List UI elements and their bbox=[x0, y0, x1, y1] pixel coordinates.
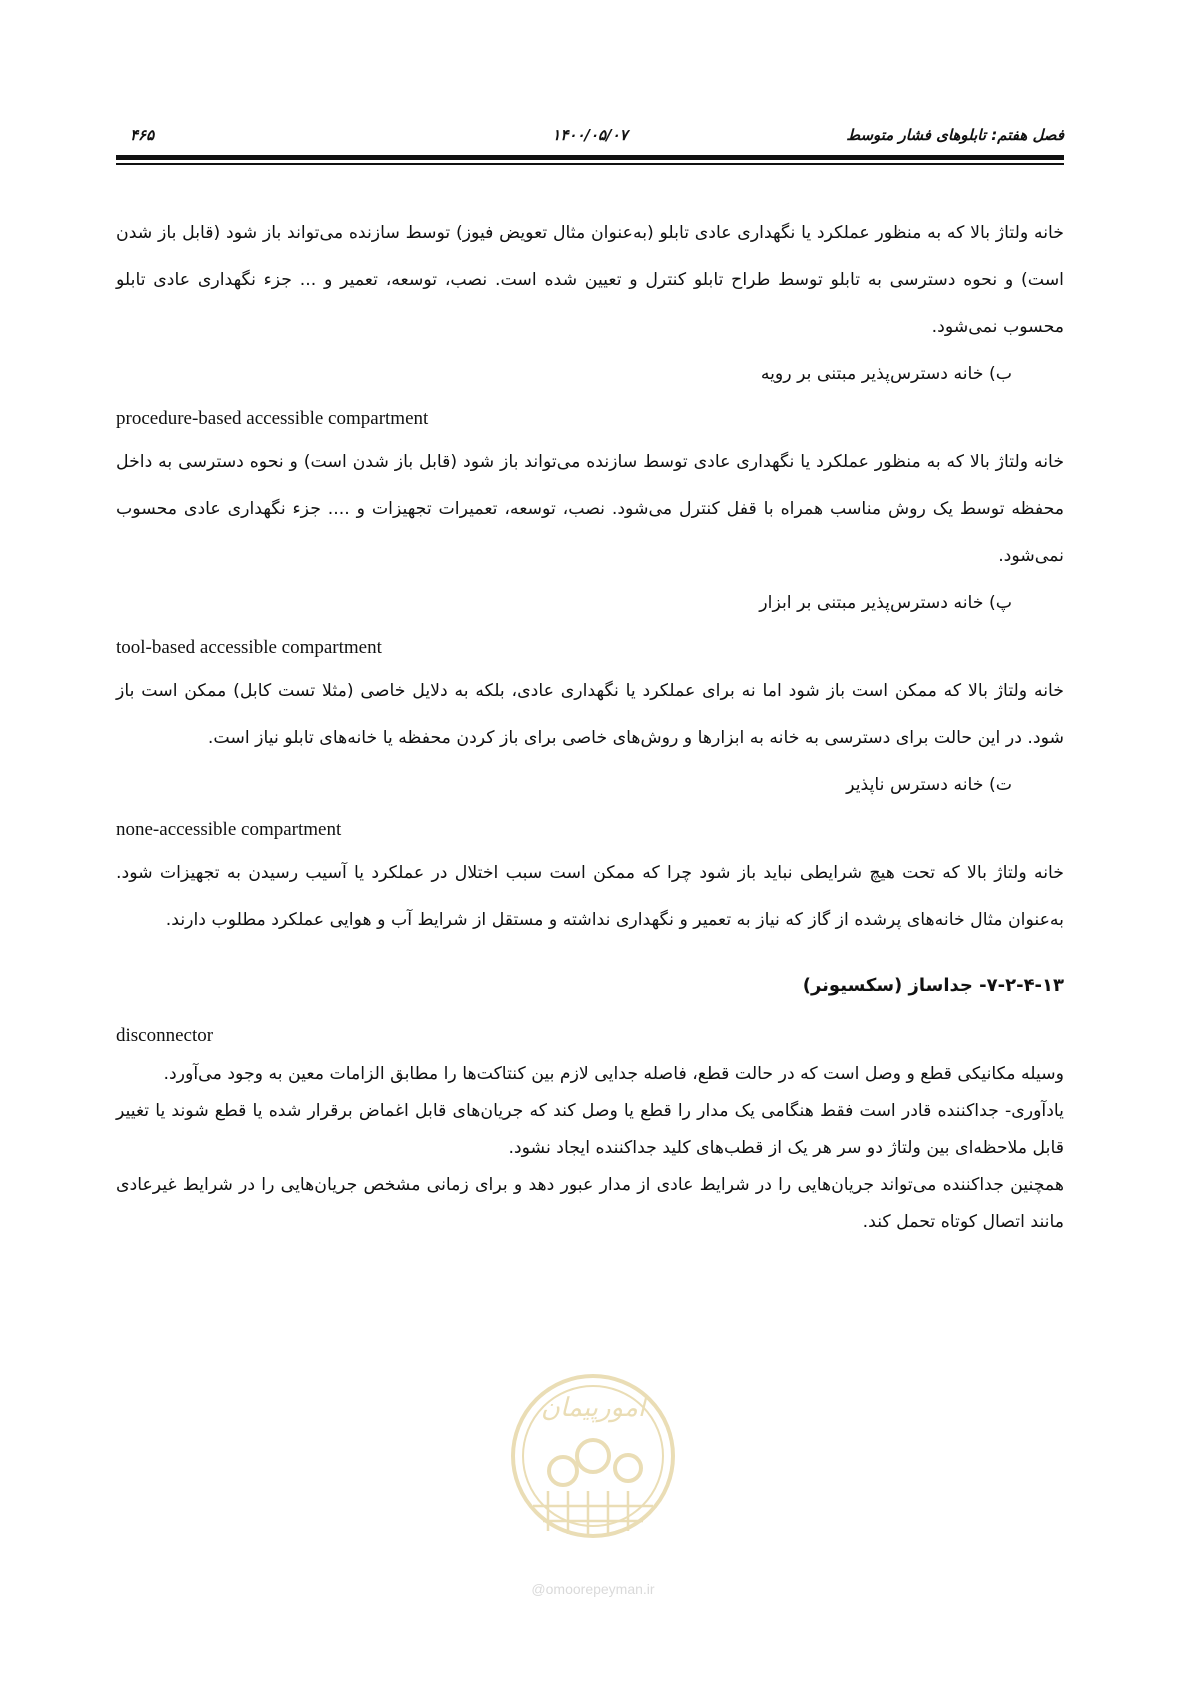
paragraph-7: همچنین جداکننده می‌تواند جریان‌هایی را در شرایط عادی از مدار عبور دهد و برای زمانی مشخص جریان‌هایی را در شرایط غیرعادی مانند اتصال کوتاه تحمل کند. bbox=[116, 1175, 1064, 1232]
chapter-title: فصل هفتم: تابلوهای فشار متوسط bbox=[846, 126, 1064, 144]
english-term-b: procedure-based accessible compartment bbox=[116, 408, 429, 429]
header-rule-thin bbox=[116, 163, 1064, 165]
paragraph-2: خانه ولتاژ بالا که به منظور عملکرد یا نگهداری عادی توسط سازنده می‌تواند باز شود (قابل باز شدن است) و نحوه دسترسی به داخل محفظه توسط یک روش مناسب همراه با قفل کنترل می‌شود. نصب، توسعه، تعمیرات تجهیزات و .... جزء نگهداری عادی محسوب نمی‌شود. bbox=[116, 452, 1064, 566]
paragraph-6: یادآوری- جداکننده قادر است فقط هنگامی یک مدار را قطع یا وصل کند که جریان‌های قابل اغماض برقرار شده یا قطع شوند یا تغییر قابل ملاحظه‌ای بین ولتاژ دو سر هر یک از قطب‌های کلید جداکننده ایجاد نشود. bbox=[116, 1101, 1064, 1158]
english-term-p: tool-based accessible compartment bbox=[116, 637, 382, 658]
section-heading: ۷-۲-۴-۱۳- جداساز (سکسیونر) bbox=[802, 975, 1064, 996]
paragraph-4: خانه ولتاژ بالا که تحت هیچ شرایطی نباید باز شود چرا که ممکن است سبب اختلال در عملکرد یا آسیب رسیدن به تجهیزات شود. به‌عنوان مثال خانه‌های پرشده از گاز که نیاز به تعمیر و نگهداری نداشته و مستقل از شرایط آب و هوایی عملکرد مطلوب دارند. bbox=[116, 863, 1064, 930]
watermark-seal-icon bbox=[488, 1356, 698, 1606]
english-term-t: none-accessible compartment bbox=[116, 819, 342, 840]
subheading-t: ت) خانه دسترس ناپذیر bbox=[846, 775, 1012, 795]
paragraph-5: وسیله مکانیکی قطع و وصل است که در حالت قطع، فاصله جدایی لازم بین کنتاکت‌ها را مطابق الزامات معین به وجود می‌آورد. bbox=[163, 1064, 1064, 1084]
watermark-logo bbox=[488, 1356, 698, 1606]
subheading-p: پ) خانه دسترس‌پذیر مبتنی بر ابزار bbox=[759, 593, 1012, 613]
page-body bbox=[116, 210, 1064, 1241]
subheading-b: ب) خانه دسترس‌پذیر مبتنی بر رویه bbox=[760, 364, 1012, 384]
paragraph-1: خانه ولتاژ بالا که به منظور عملکرد یا نگهداری عادی تابلو (به‌عنوان مثال تعویض فیوز) توسط سازنده می‌تواند باز شود (قابل باز شدن است) و نحوه دسترسی به تابلو توسط طراح تابلو کنترل و تعیین شده است. نصب، توسعه، تعمیر و ... جزء نگهداری عادی تابلو محسوب نمی‌شود. bbox=[116, 223, 1064, 337]
watermark-site-text: @omoorepeyman.ir bbox=[531, 1581, 655, 1597]
page-header bbox=[116, 118, 1064, 158]
english-term-section: disconnector bbox=[116, 1025, 214, 1046]
page-number: ۴۶۵ bbox=[130, 126, 155, 144]
header-rule-thick bbox=[116, 155, 1064, 160]
header-date: ۱۴۰۰/۰۵/۰۷ bbox=[552, 126, 628, 144]
paragraph-3: خانه ولتاژ بالا که ممکن است باز شود اما نه برای عملکرد یا نگهداری عادی، بلکه به دلایل خاصی (مثلا تست کابل) ممکن است باز شود. در این حالت برای دسترسی به خانه به ابزارها و روش‌های خاصی برای باز کردن محفظه یا خانه‌های تابلو نیاز است. bbox=[116, 681, 1064, 748]
watermark-logo-text: امورپیمان bbox=[540, 1393, 646, 1423]
